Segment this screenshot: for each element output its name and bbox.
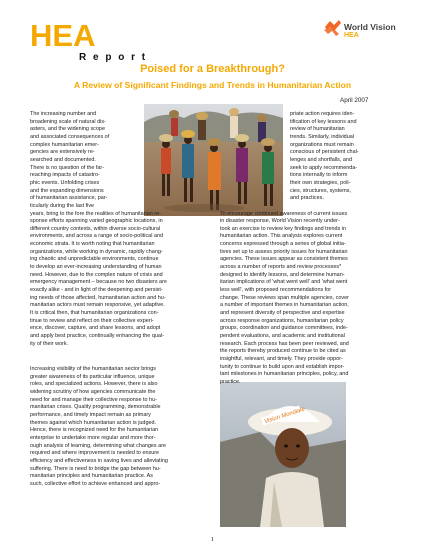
text-line: less well', with proposed recommendations for [220,287,332,294]
text-line: conscious of persistent chal- [290,149,359,156]
text-line: manitarian crises. Quality programming, demonstrable [30,404,161,411]
text-line: to develop an ever-increasing understanding of human [30,264,162,271]
text-line: took an exercise to review key findings and trends in [220,225,347,232]
text-line: and associated consequences of [30,133,110,140]
text-line: agencies. These issues appear as consistent themes [220,256,348,263]
left-column-top [30,111,109,211]
text-line: ity of their work. [30,340,69,347]
text-line: economic strata. It is worth noting that humanitarian [30,241,155,248]
text-line: Hence, there is recognized need for the humanitarian [30,427,159,434]
text-line: ence, discover, capture, and share lessons, and adopt [30,325,161,332]
text-line: priate action requires iden- [290,111,355,117]
page-title: Poised for a Breakthrough? [140,63,285,75]
text-line: groups, coordination and guidance committees, inde- [220,325,348,332]
text-line: trends. Similarly, individual [290,133,354,140]
text-line: manitarian principles and humanitarian practice. As [30,473,154,480]
text-line: seek to apply recommenda- [290,164,358,171]
text-line: research. Each process has been peer reviewed, and [220,340,349,347]
text-line: across response organizations, humanitarian policy [220,317,344,324]
page-number: 1 [210,536,215,543]
text-line: and apply best practice, continually enhancing the qual- [30,333,164,339]
text-line: emergency management – because no two disasters are [30,279,167,286]
text-line: reaching impacts of catastro- [30,172,100,179]
text-line: and represent diversity of perspective and expertise [220,310,345,317]
text-line: The increasing number and [30,111,97,117]
right-column-top [290,111,359,203]
text-line: in disaster response, World Vision recently under- [220,218,340,225]
text-line: of humanitarian assistance, par- [30,195,108,202]
text-line: designed to identify lessons, and determine human- [220,271,345,278]
text-line: tives set up to assess priority issues for humanitarian [220,248,348,255]
text-line: asters, and the widening scope [30,126,105,133]
text-line: insightful, relevant, and timely. They provide oppor- [220,355,343,362]
text-line: tinue to review and reflect on their collective experi- [30,317,154,324]
text-line: and practices. [290,195,324,202]
text-line: their own strategies, poli- [290,179,351,186]
text-line: years, bring to the fore the realities of humanitarian re- [30,210,161,217]
text-line: There is no question of the far- [30,164,105,171]
text-line: different country contexts, within diverse socio-cultural [30,225,161,232]
text-line: environments, and across a range of socio-political and [30,233,163,240]
text-line: Increasing visibility of the humanitarian sector brings [30,366,157,372]
left-column-paragraph-2 [30,366,168,489]
text-line: ing chaotic and unpredictable environments, continue [30,256,159,263]
text-line: It is critical then, that humanitarian organizations con- [30,310,159,317]
text-line: ticularly during the last five [30,202,95,209]
text-line: required and where improvement is needed to ensure [30,450,160,457]
text-line: performance, and timely impact remain as primary [30,411,151,418]
text-line: To encourage continued awareness of current issues [220,210,348,217]
water-carriers-photo [144,104,283,216]
text-line: concerns expressed through a series of global initia- [220,241,346,248]
text-line: exactly alike - and in light of the deepening and persist- [30,287,163,294]
hat-sign-text: Vision Mondiale [263,406,306,426]
text-line: greater awareness of its particular influence, unique [30,373,155,380]
text-line: efficiency and effectiveness in saving lives and alleviating [30,457,168,464]
text-line: cies, structures, systems, [290,187,352,194]
text-line: practice. [220,378,241,385]
text-line: tions internally to inform [290,172,348,179]
text-line: enterprise to undertake more regular and more thor- [30,434,156,441]
child-with-hat-photo [220,382,346,527]
text-line: organizations, while working in dynamic, rapidly chang- [30,248,163,255]
page-subtitle: A Review of Significant Findings and Trends in Humanitarian Action [73,80,352,90]
text-line: itarian implications of 'what went well' and 'what went [220,279,348,286]
world-vision-logo-icon [322,19,342,39]
text-line: and the expanding dimensions [30,187,104,194]
text-line: lenges and shortfalls, and [290,156,352,163]
org-name: World Vision [344,22,396,32]
text-line: tunity to continue to build upon and establish impor- [220,363,345,370]
right-column-paragraph [220,211,349,387]
text-line: tification of key lessons and [290,118,357,125]
text-line: the reports thereby produced continue to be cited as [220,348,346,355]
text-line: across a number of reports and review processes* [220,264,342,271]
text-line: ough analysis of learning, determining what changes are [30,442,167,449]
report-date: April 2007 [340,97,369,104]
text-line: roles, and specialized actions. However, there is also [30,381,158,388]
text-line: suffering. There is need to bridge the gap between hu- [30,465,161,472]
text-line: manitarian actors must remain responsive, yet adaptive. [30,302,165,309]
text-line: widening scrutiny of how agencies communicate the [30,388,156,395]
text-line: ing needs of those affected, humanitarian action and hu- [30,294,166,301]
text-line: broadening scale of natural dis- [30,118,106,125]
text-line: such, collective effort to achieve enhanced and appro- [30,480,161,487]
text-line: need. However, due to the complex nature of crisis and [30,271,163,278]
text-line: phic events. Unfolding crises [30,179,100,186]
text-line: tant milestones in humanitarian principles, policy, and [220,371,349,378]
text-line: pendent evaluations, and academic and institutional [220,333,345,339]
text-line: complex humanitarian emer- [30,141,99,148]
text-line: themes against which humanitarian action is judged. [30,419,157,426]
text-line: need for and manage their collective response to hu- [30,396,157,403]
report-label: R e p o r t [79,52,148,63]
text-line: gencies are extensively re- [30,149,95,156]
text-line: sponse efforts spanning varied geographic locations, in [30,218,163,225]
org-sub: HEA [344,32,359,39]
text-line: organizations must remain [290,141,354,148]
hea-logo: HEA [30,18,96,53]
text-line: a number of important themes in humanitarian action, [220,302,349,309]
text-line: searched and documented. [30,156,96,163]
text-line: review of humanitarian [290,126,345,133]
text-line: humanitarian action. This analysis explores current [220,233,343,240]
left-column-paragraph-1 [30,211,167,349]
text-line: change. These reviews span multiple agencies, cover [220,294,349,301]
